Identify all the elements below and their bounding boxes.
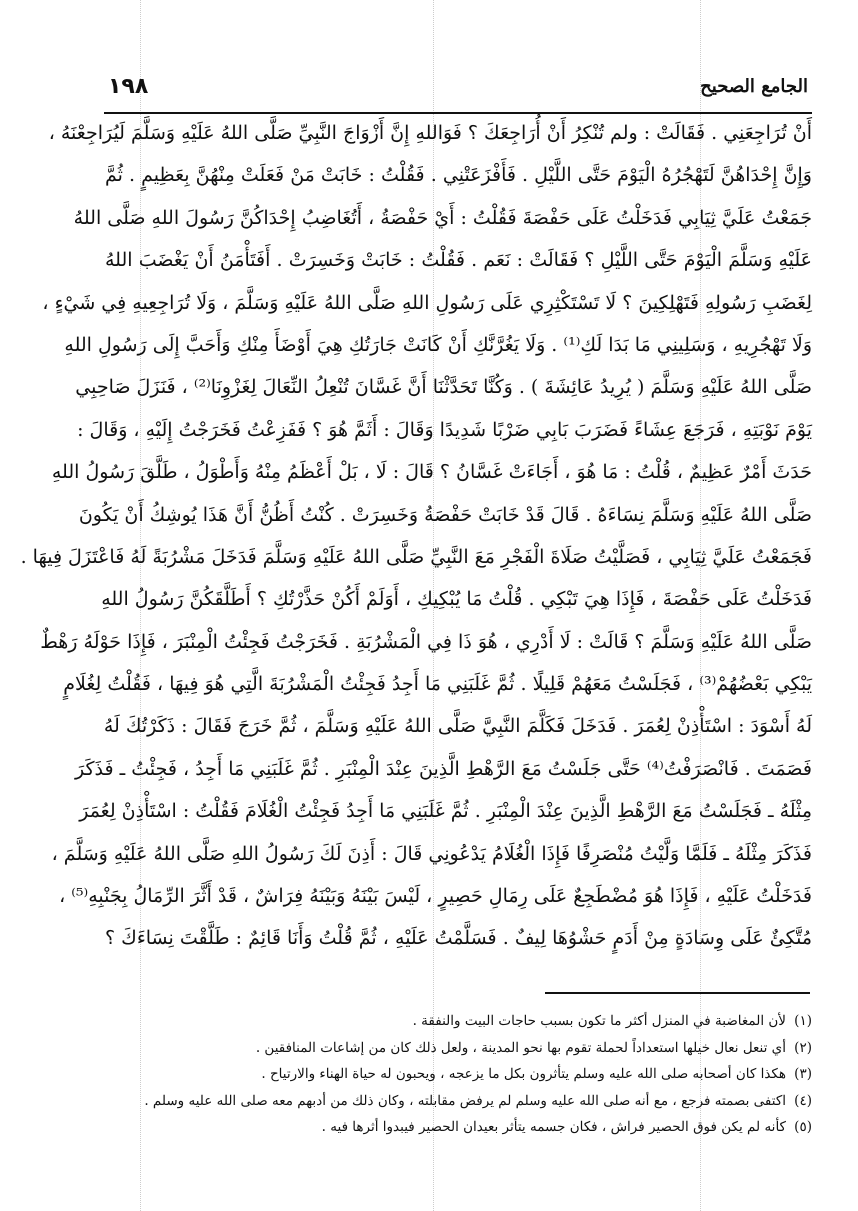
page-number: ١٩٨	[108, 74, 149, 99]
text-line: فَدَخَلْتُ عَلَى حَفْصَةَ ، فَإِذَا هِيَ تَبْكِي . قُلْتُ مَا يُبْكِيكِ ، أَوَلَمْ أَكُنْ حَذَّرْتُكِ ؟ أَطَلَّقَكُنَّ رَسُولُ اللهِ	[101, 588, 812, 611]
footnote-text: اكتفى بصمته فرجع ، مع أنه صلى الله عليه وسلم لم يرفض مقابلته ، وكان ذلك من أدبهم معه صلى الله عليه وسلم .	[144, 1092, 786, 1109]
footnotes	[92, 1008, 812, 1141]
text-line: أَنْ تُرَاجِعَنِي . فَقَالَتْ : ولم تُنْكِرُ أَنْ أُرَاجِعَكَ ؟ فَوَاللهِ إِنَّ أَزْوَاجَ النَّبِيِّ صَلَّى اللهُ عَلَيْهِ وَسَلَّمَ لَيُرَاجِعْنَهُ ،	[48, 122, 812, 144]
text-line: فَدَخَلْتُ عَلَيْهِ ، فَإِذَا هُوَ مُضْطَجِعٌ عَلَى رِمَالِ حَصِيرٍ ، لَيْسَ بَيْنَهُ وَبَيْنَهُ فِرَاشٌ ، قَدْ أَثَّرَ الرِّمَالُ بِجَنْبِهِ⁽⁵⁾ ،	[59, 885, 812, 908]
footnote-text: هكذا كان أصحابه صلى الله عليه وسلم يتأثرون بكل ما يزعجه ، ويحبون له حياة الهناء والارتياح .	[261, 1066, 786, 1082]
text-line: فَصَمَتَ . فَانْصَرَفْتُ⁽⁴⁾ حَتَّى جَلَسْتُ مَعَ الرَّهْطِ الَّذِينَ عِنْدَ الْمِنْبَرِ . ثُمَّ غَلَبَنِي مَا أَجِدُ ، فَجِئْتُ ـ فَذَكَرَ	[75, 757, 812, 780]
text-line: وَإِنَّ إِحْدَاهُنَّ لَتَهْجُرُهُ الْيَوْمَ حَتَّى اللَّيْلِ . فَأَفْزَعَتْنِي . فَقُلْتُ : خَابَتْ مَنْ فَعَلَتْ مِنْهُنَّ بِعَظِيمٍ . ثُمَّ	[105, 164, 812, 187]
text-line: لِغَضَبِ رَسُولِهِ فَتَهْلِكِينَ ؟ لَا تَسْتَكْثِرِي عَلَى رَسُولِ اللهِ صَلَّى اللهُ عَلَيْهِ وَسَلَّمَ ، وَلَا تُرَاجِعِيهِ فِي شَيْءٍ ،	[42, 291, 812, 314]
footnote-number: (١)	[794, 1013, 812, 1029]
text-line: عَلَيْهِ وَسَلَّمَ الْيَوْمَ حَتَّى اللَّيْلِ ؟ فَقَالَتْ : نَعَم . فَقُلْتُ : خَابَتْ وَخَسِرَتْ . أَفَتَأْمَنُ أَنْ يَغْضَبَ اللهُ	[105, 249, 812, 272]
text-line: فَجَمَعْتُ عَلَيَّ ثِيَابِي ، فَصَلَّيْتُ صَلَاةَ الْفَجْرِ مَعَ النَّبِيِّ صَلَّى اللهُ عَلَيْهِ وَسَلَّمَ فَدَخَلَ مَشْرُبَةً لَهُ فَاعْتَزَلَ فِيهَا .	[20, 545, 812, 568]
text-line: وَلَا تَهْجُرِيهِ ، وَسَلِينِي مَا بَدَا لَكِ⁽¹⁾ . وَلَا يَغُرَّنَّكِ أَنْ كَانَتْ جَارَتُكِ هِيَ أَوْضَأَ مِنْكِ وَأَحَبَّ إِلَى رَسُولِ اللهِ	[64, 333, 812, 356]
running-header	[104, 72, 812, 108]
text-line: فَذَكَرَ مِثْلَهُ ـ فَلَمَّا وَلَّيْتُ مُنْصَرِفًا فَإِذَا الْغُلَامُ يَدْعُونِي قَالَ : أَذِنَ لَكَ رَسُولُ اللهِ صَلَّى اللهُ عَلَيْهِ وَسَلَّمَ ،	[51, 842, 812, 865]
text-line: صَلَّى اللهُ عَلَيْهِ وَسَلَّمَ ؟ قَالَتْ : لَا أَدْرِي ، هُوَ ذَا فِي الْمَشْرُبَةِ . فَخَرَجْتُ فَجِئْتُ الْمِنْبَرَ ، فَإِذَا حَوْلَهُ رَهْطٌ	[40, 630, 812, 653]
text-line: مُتَّكِئٌ عَلَى وِسَادَةٍ مِنْ أَدَمٍ حَشْوُهَا لِيفٌ . فَسَلَّمْتُ عَلَيْهِ ، ثُمَّ قُلْتُ وَأَنَا قَائِمٌ : طَلَّقْتَ نِسَاءَكَ ؟	[105, 927, 812, 950]
footnote-number: (٣)	[794, 1066, 812, 1082]
footnote-number: (٤)	[794, 1092, 812, 1109]
main-text	[20, 112, 812, 960]
footnote-text: أي تنعل نعال خيلها استعداداً لحملة تقوم بها نحو المدينة ، ولعل ذلك كان من إشاعات المنافقين .	[255, 1039, 786, 1056]
text-line: صَلَّى اللهُ عَلَيْهِ وَسَلَّمَ ( يُرِيدُ عَائِشَةَ ) . وَكُنَّا تَحَدَّثْنَا أَنَّ غَسَّانَ تُنْعِلُ النِّعَالَ لِغَزْوِنَا⁽²⁾ ، فَنَزَلَ صَاحِبِي	[75, 376, 812, 399]
text-line: لَهُ أَسْوَدَ : اسْتَأْذِنْ لِعُمَرَ . فَدَخَلَ فَكَلَّمَ النَّبِيَّ صَلَّى اللهُ عَلَيْهِ وَسَلَّمَ ، ثُمَّ خَرَجَ فَقَالَ : ذَكَرْتُكَ لَهُ	[103, 715, 812, 738]
text-line: يَبْكِي بَعْضُهُمْ⁽³⁾ ، فَجَلَسْتُ مَعَهُمْ قَلِيلًا . ثُمَّ غَلَبَنِي مَا أَجِدُ فَجِئْتُ الْمَشْرُبَةَ الَّتِي هُوَ فِيهَا ، فَقُلْتُ لِغُلَامٍ	[63, 673, 812, 696]
footnote-text: كأنه لم يكن فوق الحصير فراش ، فكان جسمه يتأثر بعيدان الحصير فيبدوا أثرها فيه .	[321, 1119, 786, 1135]
text-line: صَلَّى اللهُ عَلَيْهِ وَسَلَّمَ نِسَاءَهُ . قَالَ قَدْ خَابَتْ حَفْصَةُ وَخَسِرَتْ . كُنْتُ أَظُنُّ أَنَّ هَذَا يُوشِكُ أَنْ يَكُونَ	[78, 503, 812, 526]
footnote	[92, 1061, 812, 1088]
book-title: الجامع الصحيح	[700, 76, 808, 97]
text-line: مِثْلَهُ ـ فَجَلَسْتُ مَعَ الرَّهْطِ الَّذِينَ عِنْدَ الْمِنْبَرِ . ثُمَّ غَلَبَنِي مَا أَجِدُ فَجِئْتُ الْغُلَامَ فَقُلْتُ : اسْتَأْذِنْ لِعُمَرَ	[79, 800, 812, 823]
footnote-text: لأن المغاضبة في المنزل أكثر ما تكون بسبب حاجات البيت والنفقة .	[412, 1013, 786, 1029]
footnote	[92, 1035, 812, 1062]
text-line: يَوْمَ نَوْبَتِهِ ، فَرَجَعَ عِشَاءً فَضَرَبَ بَابِي ضَرْبًا شَدِيدًا وَقَالَ : أَثَمَّ هُوَ ؟ فَفَزِعْتُ فَخَرَجْتُ إِلَيْهِ ، وَقَالَ :	[77, 418, 812, 441]
footnote	[92, 1008, 812, 1035]
footnote	[92, 1088, 812, 1115]
text-line: حَدَثَ أَمْرٌ عَظِيمٌ ، قُلْتُ : مَا هُوَ ، أَجَاءَتْ غَسَّانُ ؟ قَالَ : لَا ، بَلْ أَعْظَمُ مِنْهُ وَأَطْوَلُ ، طَلَّقَ رَسُولُ اللهِ	[51, 461, 812, 484]
footnote-rule	[545, 992, 810, 994]
footnote-number: (٢)	[794, 1039, 812, 1056]
footnote	[92, 1114, 812, 1141]
text-line: جَمَعْتُ عَلَيَّ ثِيَابِي فَدَخَلْتُ عَلَى حَفْصَةَ فَقُلْتُ : أَيْ حَفْصَةُ ، أَتُغَاضِبُ إِحْدَاكُنَّ رَسُولَ اللهِ صَلَّى اللهُ	[73, 206, 812, 229]
footnote-number: (٥)	[794, 1119, 812, 1135]
